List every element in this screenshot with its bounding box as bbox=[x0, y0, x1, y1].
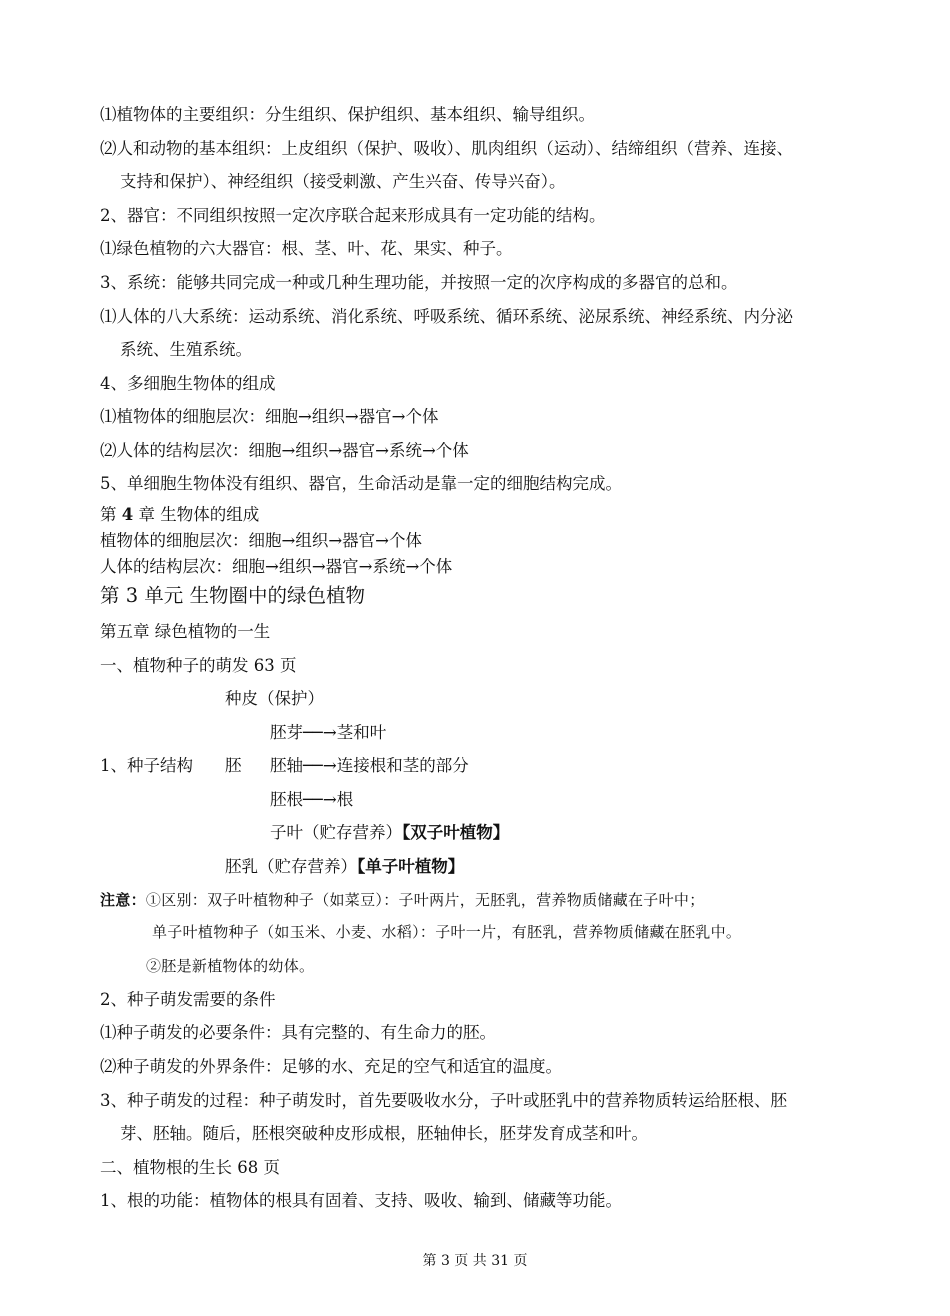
embryo-label: 胚 bbox=[225, 756, 242, 775]
note-line-3: ②胚是新植物体的幼体。 bbox=[146, 957, 315, 975]
chapter-prefix: 第 bbox=[100, 505, 117, 524]
note-line-2: 单子叶植物种子（如玉米、小麦、水稻）：子叶一片，有胚乳，营养物质储藏在胚乳中。 bbox=[152, 923, 742, 941]
chapter-4-heading bbox=[100, 504, 259, 526]
seed-coat: 种皮（保护） bbox=[225, 689, 324, 708]
cotyledon bbox=[270, 822, 509, 844]
chapter-title: 章 生物体的组成 bbox=[138, 505, 260, 524]
text-line: ⑴绿色植物的六大器官：根、茎、叶、花、果实、种子。 bbox=[100, 239, 513, 258]
radicle: 胚根──→根 bbox=[270, 790, 354, 809]
text-line: 5、单细胞生物体没有组织、器官，生命活动是靠一定的细胞结构完成。 bbox=[100, 474, 622, 493]
note-text: ①区别：双子叶植物种子（如菜豆）：子叶两片，无胚乳，营养物质储藏在子叶中； bbox=[145, 891, 705, 909]
text-line: ⑵种子萌发的外界条件：足够的水、充足的空气和适宜的温度。 bbox=[100, 1057, 562, 1076]
cotyledon-tag: 【双子叶植物】 bbox=[402, 823, 510, 842]
human-hierarchy: 人体的结构层次：细胞→组织→器官→系统→个体 bbox=[100, 557, 453, 576]
text-line: ⑴种子萌发的必要条件：具有完整的、有生命力的胚。 bbox=[100, 1023, 496, 1042]
text-line: 系统、生殖系统。 bbox=[120, 340, 252, 359]
section-2-title: 二、植物根的生长 68 页 bbox=[100, 1158, 280, 1177]
endosperm-text: 胚乳（贮存营养） bbox=[225, 857, 357, 876]
text-line: 1、根的功能：植物体的根具有固着、支持、吸收、输到、储藏等功能。 bbox=[100, 1191, 622, 1210]
text-line: 3、系统：能够共同完成一种或几种生理功能，并按照一定的次序构成的多器官的总和。 bbox=[100, 273, 738, 292]
hypocotyl: 胚轴──→连接根和茎的部分 bbox=[270, 756, 469, 775]
text-line: 2、种子萌发需要的条件 bbox=[100, 990, 276, 1009]
note-line-1 bbox=[100, 889, 705, 911]
text-line: 4、多细胞生物体的组成 bbox=[100, 374, 276, 393]
text-line: 3、种子萌发的过程：种子萌发时，首先要吸收水分，子叶或胚乳中的营养物质转运给胚根、胚 bbox=[100, 1091, 787, 1110]
endosperm-tag: 【单子叶植物】 bbox=[357, 857, 465, 876]
endosperm bbox=[225, 856, 464, 878]
unit-3-title: 第 3 单元 生物圈中的绿色植物 bbox=[100, 584, 366, 607]
text-line: ⑴植物体的细胞层次：细胞→组织→器官→个体 bbox=[100, 407, 439, 426]
text-line: ⑵人和动物的基本组织：上皮组织（保护、吸收）、肌肉组织（运动）、结缔组织（营养、连接、 bbox=[100, 139, 793, 158]
text-line: ⑴植物体的主要组织：分生组织、保护组织、基本组织、输导组织。 bbox=[100, 105, 595, 124]
note-label: 注意： bbox=[100, 891, 146, 909]
text-line: ⑴人体的八大系统：运动系统、消化系统、呼吸系统、循环系统、泌尿系统、神经系统、内分泌 bbox=[100, 307, 793, 326]
chapter-5-title: 第五章 绿色植物的一生 bbox=[100, 622, 271, 641]
text-line: 芽、胚轴。随后，胚根突破种皮形成根，胚轴伸长，胚芽发育成茎和叶。 bbox=[120, 1124, 648, 1143]
plumule: 胚芽──→茎和叶 bbox=[270, 723, 387, 742]
seed-structure-label: 1、种子结构 bbox=[100, 756, 193, 775]
section-1-title: 一、植物种子的萌发 63 页 bbox=[100, 656, 297, 675]
text-line: ⑵人体的结构层次：细胞→组织→器官→系统→个体 bbox=[100, 441, 469, 460]
chapter-number: 4 bbox=[121, 505, 134, 524]
text-line: 支持和保护）、神经组织（接受刺激、产生兴奋、传导兴奋）。 bbox=[120, 172, 566, 191]
page-footer: 第 3 页 共 31 页 bbox=[422, 1253, 528, 1269]
text-line: 2、器官：不同组织按照一定次序联合起来形成具有一定功能的结构。 bbox=[100, 206, 606, 225]
cotyledon-text: 子叶（贮存营养） bbox=[270, 823, 402, 842]
plant-hierarchy: 植物体的细胞层次：细胞→组织→器官→个体 bbox=[100, 531, 422, 550]
